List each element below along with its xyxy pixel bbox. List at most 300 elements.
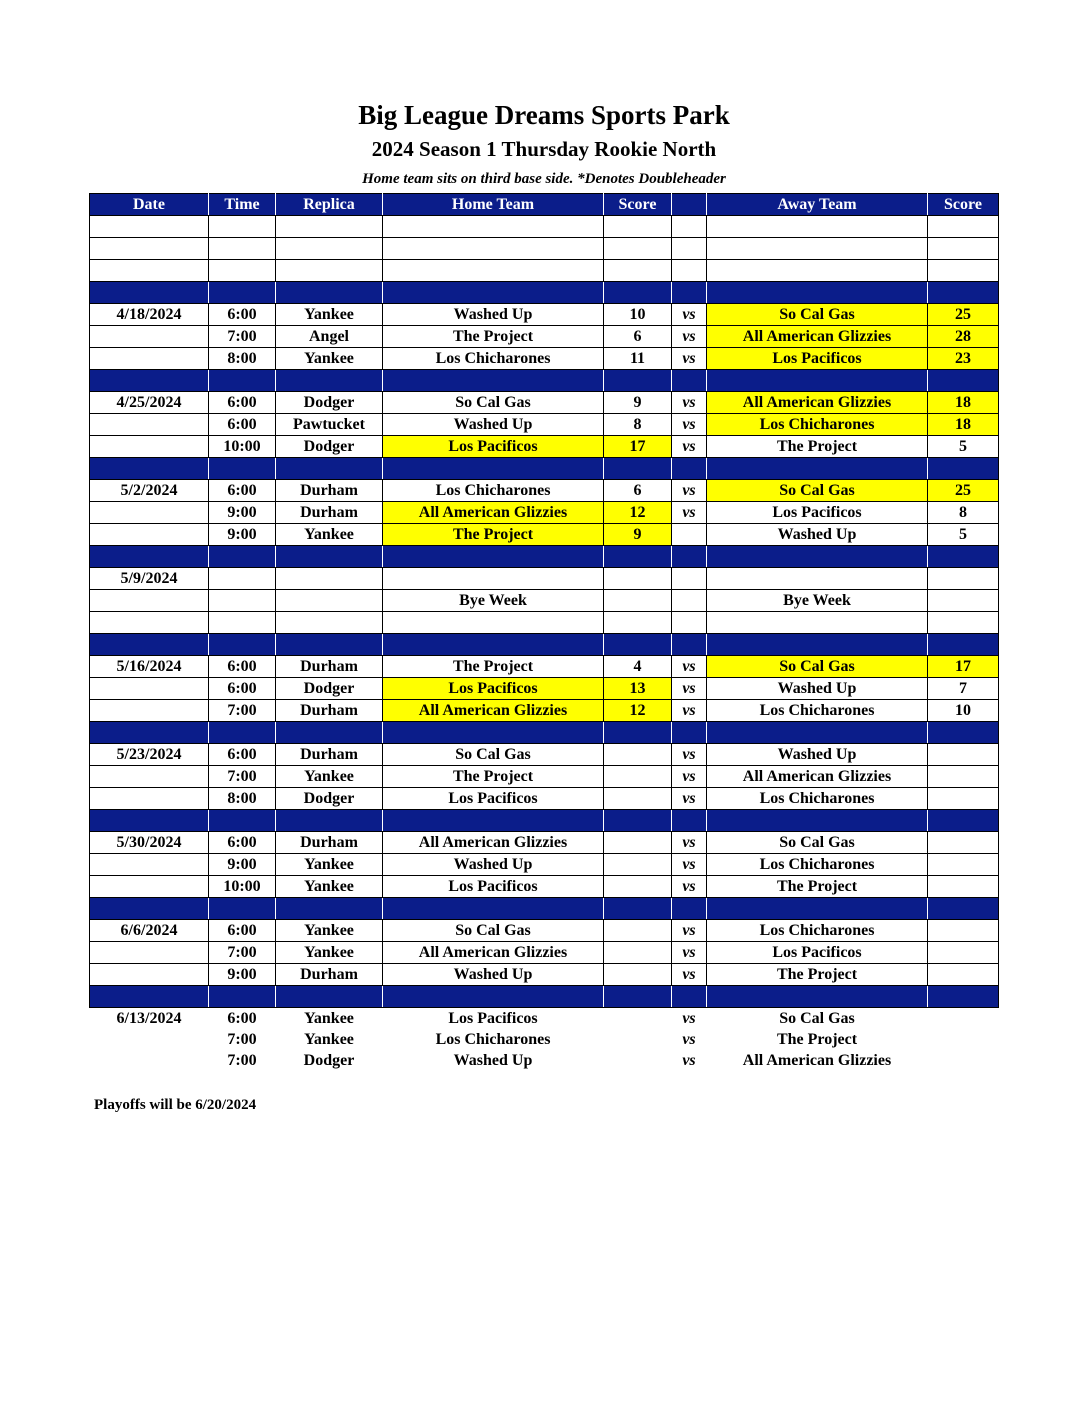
away-score-cell <box>928 766 999 788</box>
separator-cell <box>604 898 672 920</box>
separator-cell <box>209 370 276 392</box>
home-team-cell: All American Glizzies <box>383 502 604 524</box>
home-team-cell <box>383 238 604 260</box>
home-score-cell <box>604 854 672 876</box>
separator-cell <box>383 546 604 568</box>
separator-cell <box>672 458 707 480</box>
away-score-cell <box>928 238 999 260</box>
separator-cell <box>707 458 928 480</box>
home-score-cell <box>604 238 672 260</box>
away-team-cell: Washed Up <box>707 678 928 700</box>
home-score-cell <box>604 744 672 766</box>
column-header-date: Date <box>90 194 209 216</box>
time-cell: 6:00 <box>209 480 276 502</box>
date-cell <box>90 1029 209 1050</box>
away-score-cell <box>928 1008 999 1030</box>
vs-cell: vs <box>672 392 707 414</box>
away-score-cell: 25 <box>928 304 999 326</box>
separator-cell <box>928 722 999 744</box>
game-row <box>90 238 999 260</box>
away-team-cell: Los Pacificos <box>707 942 928 964</box>
replica-cell <box>276 238 383 260</box>
time-cell: 9:00 <box>209 524 276 546</box>
time-cell <box>209 612 276 634</box>
time-cell: 10:00 <box>209 436 276 458</box>
away-score-cell: 25 <box>928 480 999 502</box>
home-score-cell <box>604 1008 672 1030</box>
separator-cell <box>672 546 707 568</box>
week-separator-row <box>90 986 999 1008</box>
game-row <box>90 304 999 326</box>
vs-cell: vs <box>682 1051 696 1069</box>
home-score-cell <box>604 964 672 986</box>
home-score-cell <box>604 1050 672 1071</box>
game-row <box>90 876 999 898</box>
game-row <box>90 326 999 348</box>
away-score-cell: 5 <box>928 524 999 546</box>
separator-cell <box>383 458 604 480</box>
date-cell <box>90 436 209 458</box>
separator-cell <box>276 810 383 832</box>
home-team-cell: Los Chicharones <box>435 1030 551 1048</box>
away-team-cell: All American Glizzies <box>707 392 928 414</box>
date-cell <box>90 1050 209 1071</box>
separator-cell <box>90 370 209 392</box>
away-score-cell <box>928 964 999 986</box>
vs-cell: vs <box>672 436 707 458</box>
separator-cell <box>604 370 672 392</box>
game-row <box>90 502 999 524</box>
home-team-cell: Washed Up <box>383 964 604 986</box>
home-team-cell: The Project <box>383 766 604 788</box>
game-row <box>90 216 999 238</box>
away-score-cell: 7 <box>928 678 999 700</box>
week-separator-row <box>90 282 999 304</box>
column-header-home-team: Home Team <box>383 194 604 216</box>
replica-cell: Yankee <box>304 1030 354 1048</box>
replica-cell: Dodger <box>276 788 383 810</box>
separator-cell <box>209 986 276 1008</box>
separator-cell <box>928 546 999 568</box>
separator-cell <box>383 634 604 656</box>
away-team-cell <box>707 568 928 590</box>
away-score-cell: 10 <box>928 700 999 722</box>
vs-cell <box>672 590 707 612</box>
date-cell <box>90 766 209 788</box>
separator-cell <box>604 458 672 480</box>
away-team-cell: Los Chicharones <box>707 414 928 436</box>
replica-cell: Yankee <box>276 942 383 964</box>
separator-cell <box>672 722 707 744</box>
game-row <box>90 964 999 986</box>
replica-cell: Durham <box>276 700 383 722</box>
separator-cell <box>928 810 999 832</box>
time-cell: 6:00 <box>209 832 276 854</box>
vs-cell: vs <box>672 876 707 898</box>
replica-cell: Dodger <box>276 436 383 458</box>
game-row <box>90 392 999 414</box>
separator-cell <box>276 370 383 392</box>
date-cell <box>90 700 209 722</box>
separator-cell <box>604 810 672 832</box>
game-row <box>90 678 999 700</box>
separator-cell <box>604 986 672 1008</box>
date-cell: 5/16/2024 <box>90 656 209 678</box>
separator-cell <box>276 634 383 656</box>
replica-cell <box>276 590 383 612</box>
time-cell: 6:00 <box>209 304 276 326</box>
replica-cell: Durham <box>276 832 383 854</box>
time-cell: 6:00 <box>209 744 276 766</box>
away-team-cell: So Cal Gas <box>707 656 928 678</box>
game-row <box>90 568 999 590</box>
table-header-row <box>90 194 999 216</box>
date-cell: 6/13/2024 <box>116 1009 182 1027</box>
away-score-cell: 28 <box>928 326 999 348</box>
time-cell: 6:00 <box>227 1009 257 1027</box>
vs-cell: vs <box>672 964 707 986</box>
vs-cell: vs <box>672 480 707 502</box>
home-team-cell: The Project <box>383 524 604 546</box>
separator-cell <box>383 898 604 920</box>
home-team-cell: All American Glizzies <box>383 832 604 854</box>
away-team-cell: Bye Week <box>707 590 928 612</box>
vs-cell: vs <box>672 766 707 788</box>
separator-cell <box>209 810 276 832</box>
home-score-cell: 17 <box>604 436 672 458</box>
time-cell: 7:00 <box>209 766 276 788</box>
replica-cell: Yankee <box>276 348 383 370</box>
date-cell <box>90 590 209 612</box>
date-cell <box>90 326 209 348</box>
home-score-cell <box>604 590 672 612</box>
date-cell <box>90 502 209 524</box>
away-score-cell: 8 <box>928 502 999 524</box>
vs-cell <box>672 238 707 260</box>
game-row <box>90 590 999 612</box>
game-row <box>90 260 999 282</box>
date-cell <box>90 612 209 634</box>
home-score-cell <box>604 920 672 942</box>
home-score-cell <box>604 942 672 964</box>
separator-cell <box>928 370 999 392</box>
vs-cell: vs <box>672 326 707 348</box>
separator-cell <box>707 282 928 304</box>
separator-cell <box>928 282 999 304</box>
week-separator-row <box>90 370 999 392</box>
time-cell: 7:00 <box>209 700 276 722</box>
column-header-away-score: Score <box>928 194 999 216</box>
away-score-cell: 17 <box>928 656 999 678</box>
time-cell: 7:00 <box>227 1051 257 1069</box>
game-row <box>90 1008 999 1030</box>
time-cell <box>209 260 276 282</box>
replica-cell: Yankee <box>276 876 383 898</box>
separator-cell <box>707 634 928 656</box>
separator-cell <box>209 722 276 744</box>
game-row <box>90 942 999 964</box>
separator-cell <box>672 810 707 832</box>
away-team-cell <box>707 238 928 260</box>
away-score-cell <box>928 788 999 810</box>
replica-cell <box>276 216 383 238</box>
separator-cell <box>276 898 383 920</box>
away-team-cell: So Cal Gas <box>707 832 928 854</box>
playoffs-note: Playoffs will be 6/20/2024 <box>94 1097 257 1113</box>
game-row <box>90 348 999 370</box>
game-row <box>90 920 999 942</box>
replica-cell: Durham <box>276 502 383 524</box>
vs-cell: vs <box>672 942 707 964</box>
week-separator-row <box>90 458 999 480</box>
away-team-cell: Los Chicharones <box>707 920 928 942</box>
away-score-cell <box>928 744 999 766</box>
replica-cell: Durham <box>276 480 383 502</box>
away-team-cell: So Cal Gas <box>779 1009 855 1027</box>
time-cell <box>209 590 276 612</box>
away-team-cell: The Project <box>707 436 928 458</box>
time-cell: 6:00 <box>209 920 276 942</box>
vs-cell: vs <box>672 304 707 326</box>
separator-cell <box>672 986 707 1008</box>
schedule-table <box>89 193 999 1071</box>
home-team-cell <box>383 260 604 282</box>
away-team-cell: The Project <box>776 1030 858 1048</box>
replica-cell: Dodger <box>276 678 383 700</box>
away-team-cell: So Cal Gas <box>707 480 928 502</box>
time-cell <box>209 216 276 238</box>
date-cell <box>90 524 209 546</box>
away-score-cell: 18 <box>928 392 999 414</box>
separator-cell <box>209 282 276 304</box>
time-cell: 7:00 <box>209 326 276 348</box>
separator-cell <box>276 282 383 304</box>
home-team-cell: Washed Up <box>383 854 604 876</box>
column-header-vs <box>672 194 707 216</box>
time-cell: 9:00 <box>209 854 276 876</box>
vs-cell: vs <box>672 744 707 766</box>
home-team-cell: Washed Up <box>383 414 604 436</box>
replica-cell: Yankee <box>276 920 383 942</box>
separator-cell <box>928 634 999 656</box>
home-team-cell <box>383 216 604 238</box>
game-row <box>90 436 999 458</box>
week-separator-row <box>90 810 999 832</box>
vs-cell: vs <box>672 700 707 722</box>
replica-cell: Durham <box>276 744 383 766</box>
home-score-cell: 10 <box>604 304 672 326</box>
date-cell <box>90 216 209 238</box>
home-team-cell: So Cal Gas <box>383 392 604 414</box>
separator-cell <box>604 634 672 656</box>
home-score-cell: 12 <box>604 700 672 722</box>
game-row <box>90 854 999 876</box>
time-cell: 9:00 <box>209 502 276 524</box>
replica-cell <box>276 612 383 634</box>
separator-cell <box>604 546 672 568</box>
replica-cell: Yankee <box>304 1009 354 1027</box>
home-team-cell: The Project <box>383 326 604 348</box>
away-score-cell <box>928 1050 999 1071</box>
away-score-cell <box>928 920 999 942</box>
separator-cell <box>276 458 383 480</box>
home-score-cell <box>604 612 672 634</box>
home-score-cell: 8 <box>604 414 672 436</box>
replica-cell: Angel <box>276 326 383 348</box>
game-row <box>90 766 999 788</box>
away-team-cell: Los Chicharones <box>707 788 928 810</box>
time-cell: 6:00 <box>209 392 276 414</box>
time-cell: 7:00 <box>209 942 276 964</box>
home-team-cell: Los Pacificos <box>383 788 604 810</box>
home-score-cell: 9 <box>604 392 672 414</box>
home-team-cell <box>383 568 604 590</box>
away-score-cell <box>928 590 999 612</box>
game-row <box>90 612 999 634</box>
vs-cell: vs <box>672 502 707 524</box>
date-cell <box>90 414 209 436</box>
column-header-time: Time <box>209 194 276 216</box>
away-team-cell <box>707 612 928 634</box>
separator-cell <box>928 458 999 480</box>
away-team-cell: The Project <box>707 964 928 986</box>
separator-cell <box>383 810 604 832</box>
home-score-cell <box>604 832 672 854</box>
home-team-cell: Los Pacificos <box>383 678 604 700</box>
schedule-note: Home team sits on third base side. *Denotes Doubleheader <box>362 171 726 187</box>
vs-cell <box>672 524 707 546</box>
replica-cell <box>276 260 383 282</box>
home-score-cell <box>604 260 672 282</box>
away-team-cell: Washed Up <box>707 524 928 546</box>
separator-cell <box>672 634 707 656</box>
away-score-cell <box>928 260 999 282</box>
separator-cell <box>672 898 707 920</box>
date-cell <box>90 854 209 876</box>
time-cell: 10:00 <box>209 876 276 898</box>
away-score-cell <box>928 832 999 854</box>
separator-cell <box>928 986 999 1008</box>
home-score-cell <box>604 766 672 788</box>
replica-cell: Dodger <box>276 392 383 414</box>
separator-cell <box>928 898 999 920</box>
vs-cell <box>672 568 707 590</box>
home-team-cell: Washed Up <box>453 1051 533 1069</box>
replica-cell <box>276 568 383 590</box>
home-team-cell: Los Pacificos <box>383 436 604 458</box>
week-separator-row <box>90 634 999 656</box>
time-cell: 8:00 <box>209 788 276 810</box>
vs-cell: vs <box>672 414 707 436</box>
date-cell <box>90 260 209 282</box>
away-team-cell <box>707 216 928 238</box>
home-score-cell <box>604 1029 672 1050</box>
replica-cell: Pawtucket <box>276 414 383 436</box>
separator-cell <box>90 810 209 832</box>
page-subtitle: 2024 Season 1 Thursday Rookie North <box>371 137 717 161</box>
week-separator-row <box>90 898 999 920</box>
away-team-cell: Washed Up <box>707 744 928 766</box>
time-cell: 9:00 <box>209 964 276 986</box>
game-row <box>90 788 999 810</box>
home-score-cell <box>604 216 672 238</box>
game-row <box>90 1050 999 1071</box>
separator-cell <box>276 986 383 1008</box>
vs-cell: vs <box>682 1030 696 1048</box>
away-team-cell: All American Glizzies <box>742 1051 892 1069</box>
separator-cell <box>383 722 604 744</box>
separator-cell <box>276 722 383 744</box>
date-cell: 5/30/2024 <box>90 832 209 854</box>
separator-cell <box>383 986 604 1008</box>
replica-cell: Durham <box>276 656 383 678</box>
home-score-cell: 4 <box>604 656 672 678</box>
away-score-cell: 18 <box>928 414 999 436</box>
vs-cell: vs <box>672 854 707 876</box>
separator-cell <box>209 634 276 656</box>
home-team-cell: Washed Up <box>383 304 604 326</box>
date-cell <box>90 788 209 810</box>
game-row <box>90 1029 999 1050</box>
week-separator-row <box>90 722 999 744</box>
vs-cell: vs <box>672 656 707 678</box>
column-header-away-team: Away Team <box>707 194 928 216</box>
separator-cell <box>672 282 707 304</box>
separator-cell <box>672 370 707 392</box>
column-header-replica: Replica <box>276 194 383 216</box>
date-cell <box>90 348 209 370</box>
separator-cell <box>90 722 209 744</box>
replica-cell: Yankee <box>276 304 383 326</box>
separator-cell <box>90 898 209 920</box>
game-row <box>90 656 999 678</box>
away-score-cell <box>928 612 999 634</box>
date-cell: 5/9/2024 <box>90 568 209 590</box>
game-row <box>90 524 999 546</box>
away-score-cell <box>928 942 999 964</box>
home-team-cell: So Cal Gas <box>383 744 604 766</box>
vs-cell <box>672 216 707 238</box>
separator-cell <box>707 546 928 568</box>
game-row <box>90 700 999 722</box>
home-team-cell <box>383 612 604 634</box>
vs-cell <box>672 260 707 282</box>
date-cell: 5/23/2024 <box>90 744 209 766</box>
date-cell <box>90 942 209 964</box>
separator-cell <box>707 810 928 832</box>
home-score-cell <box>604 788 672 810</box>
vs-cell: vs <box>672 832 707 854</box>
week-separator-row <box>90 546 999 568</box>
separator-cell <box>604 282 672 304</box>
page-title: Big League Dreams Sports Park <box>358 100 730 130</box>
away-team-cell: So Cal Gas <box>707 304 928 326</box>
schedule-body <box>90 216 999 1072</box>
time-cell: 7:00 <box>227 1030 257 1048</box>
separator-cell <box>209 458 276 480</box>
away-team-cell: Los Pacificos <box>707 502 928 524</box>
replica-cell: Yankee <box>276 766 383 788</box>
date-cell: 4/25/2024 <box>90 392 209 414</box>
game-row <box>90 832 999 854</box>
vs-cell <box>672 612 707 634</box>
home-team-cell: So Cal Gas <box>383 920 604 942</box>
game-row <box>90 480 999 502</box>
away-team-cell: Los Chicharones <box>707 854 928 876</box>
replica-cell: Yankee <box>276 854 383 876</box>
time-cell: 6:00 <box>209 414 276 436</box>
separator-cell <box>90 546 209 568</box>
